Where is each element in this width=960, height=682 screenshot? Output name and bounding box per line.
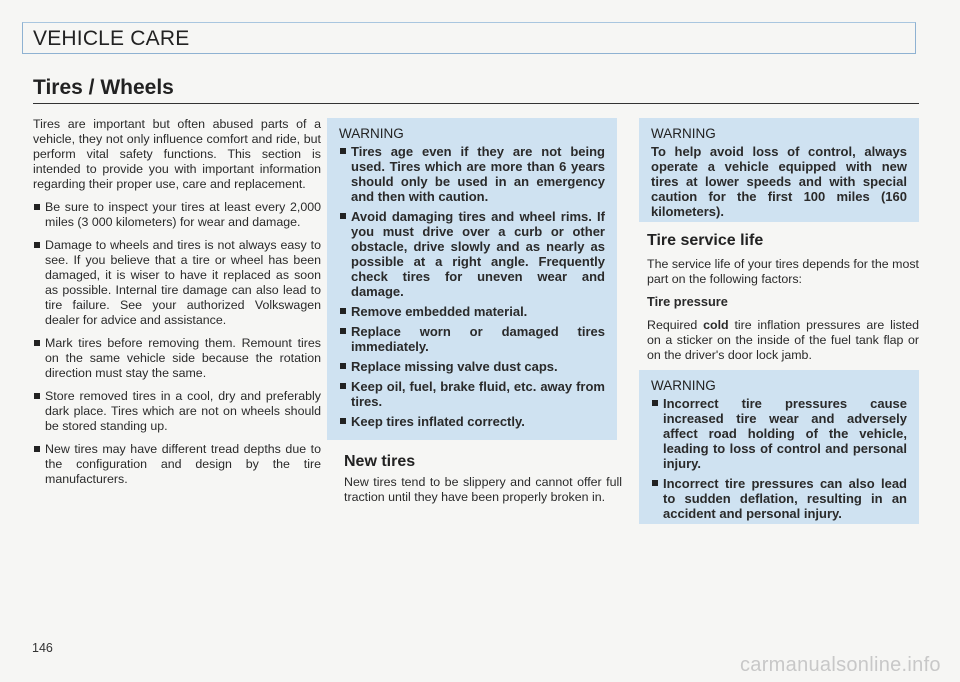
- title-rule: [33, 103, 919, 104]
- new-tires-heading: New tires: [344, 453, 416, 470]
- intro-column: [33, 117, 321, 495]
- warning-box-new-tires: [639, 118, 919, 222]
- tire-pressure-text: [647, 318, 919, 363]
- warning-item: Tires age even if they are not being used. Tires which are more than 6 years should only be used in an emergency and then with caution.: [339, 144, 605, 204]
- tire-pressure-cold: cold: [703, 318, 729, 332]
- tire-pressure-text-end: tire inflation pressures are listed on a sticker on the inside of the fuel tank flap or on the driver's door lock jamb.: [647, 318, 919, 362]
- warning-item: Replace worn or damaged tires immediately.: [339, 324, 605, 354]
- warning-item: Keep tires inflated correctly.: [339, 414, 605, 429]
- warning-text: To help avoid loss of control, always operate a vehicle equipped with new tires at lower speeds and with special caution for the first 100 miles (160 kilometers).: [651, 144, 907, 219]
- tire-pressure-text-start: Required: [647, 318, 704, 332]
- list-item: Be sure to inspect your tires at least every 2,000 miles (3 000 kilometers) for wear and damage.: [33, 200, 321, 230]
- warning-item: Incorrect tire pressures cause increased tire wear and adversely affect road holding of the vehicle, leading to loss of control and personal injury.: [651, 396, 907, 471]
- warning-item: Avoid damaging tires and wheel rims. If you must drive over a curb or other obstacle, drive slowly and as nearly as possible at a right angle. Frequently check tires for uneven wear and damage.: [339, 209, 605, 299]
- page-number: 146: [32, 641, 53, 655]
- list-item: Damage to wheels and tires is not always easy to see. If you believe that a tire or wheel has been damaged, it is wiser to have it replaced as soon as possible. Internal tire damage can also lead to tire failure. See your authorized Volkswagen dealer for advice and assistance.: [33, 238, 321, 328]
- warning-title: WARNING: [651, 378, 716, 393]
- new-tires-text: New tires tend to be slippery and cannot offer full traction until they have been properly broken in.: [344, 475, 622, 504]
- warning-box-tire-care: [327, 118, 617, 440]
- tire-pressure-heading: Tire pressure: [647, 294, 728, 309]
- warning-item: Remove embedded material.: [339, 304, 605, 319]
- intro-paragraph: Tires are important but often abused parts of a vehicle, they not only influence comfort and ride, but perform vital safety functions. This section is intended to provide you with important information regarding their proper use, care and replacement.: [33, 117, 321, 191]
- warning-item: Keep oil, fuel, brake fluid, etc. away from tires.: [339, 379, 605, 409]
- section-header-box: [22, 22, 916, 54]
- list-item: New tires may have different tread depths due to the configuration and design by the tire manufacturers.: [33, 442, 321, 487]
- page-title: Tires / Wheels: [33, 76, 174, 99]
- service-life-heading: Tire service life: [647, 232, 764, 249]
- list-item: Mark tires before removing them. Remount tires on the same vehicle side because the rotation direction must stay the same.: [33, 336, 321, 381]
- warning-title: WARNING: [339, 126, 404, 141]
- watermark: carmanualsonline.info: [740, 654, 941, 676]
- warning-box-tire-pressure: [639, 370, 919, 524]
- list-item: Store removed tires in a cool, dry and preferably dark place. Tires which are not on wheels should be stored standing up.: [33, 389, 321, 434]
- section-label: VEHICLE CARE: [33, 27, 190, 50]
- service-life-text: The service life of your tires depends for the most part on the following factors:: [647, 257, 919, 286]
- warning-title: WARNING: [651, 126, 716, 141]
- warning-item: Replace missing valve dust caps.: [339, 359, 605, 374]
- warning-item: Incorrect tire pressures can also lead to sudden deflation, resulting in an accident and personal injury.: [651, 476, 907, 521]
